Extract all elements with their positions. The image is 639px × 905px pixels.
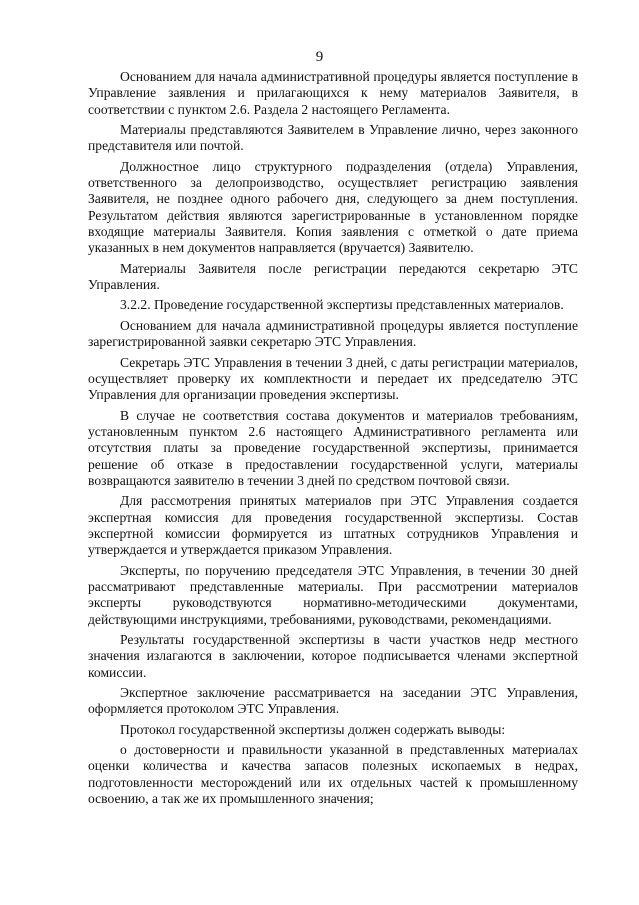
paragraph: Материалы представляются Заявителем в Управление лично, через законного представителя или почтой.	[88, 122, 578, 154]
paragraph: Протокол государственной экспертизы должен содержать выводы:	[120, 721, 506, 737]
page-number: 9	[315, 49, 324, 65]
paragraph: Для рассмотрения принятых материалов при ЭТС Управления создается экспертная комиссия для проведения государственной экспертизы. Состав экспертной комиссии формируется из штатных сотрудников Управления и утверждается и утверждается приказом Управления.	[88, 493, 578, 558]
paragraph: В случае не соответствия состава документов и материалов требованиям, установленным пунктом 2.6 настоящего Административного регламента или отсутствия платы за проведение государственной экспертизы, принимается решение об отказе в предоставлении государственной услуги, материалы возвращаются заявителю в течении 3 дней по средством почтовой связи.	[88, 407, 578, 488]
list-item: о достоверности и правильности указанной в представленных материалах оценки количества и качества запасов полезных ископаемых в недрах, подготовленности месторождений или их отдельных частей к промышленному освоению, а так же их промышленного значения;	[88, 742, 578, 807]
paragraph: Результаты государственной экспертизы в части участков недр местного значения излагаются в заключении, которое подписывается членами экспертной комиссии.	[88, 632, 578, 680]
paragraph: Материалы Заявителя после регистрации передаются секретарю ЭТС Управления.	[88, 260, 578, 293]
paragraph: Должностное лицо структурного подразделения (отдела) Управления, ответственного за делопроизводство, осуществляет регистрацию заявления Заявителя, не позднее одного рабочего дня, следующего за днем поступления. Результатом действия являются зарегистрированные в установленном порядке входящие материалы Заявителя. Копия заявления с отметкой о дате приема указанных в нем документов направляется (вручается) Заявителю.	[88, 158, 578, 256]
paragraph: Эксперты, по поручению председателя ЭТС Управления, в течении 30 дней рассматривают представленные материалы. При рассмотрении материалов эксперты руководствуются нормативно-методическими документами, действующими инструкциями, требованиями, руководствами, рекомендациями.	[88, 562, 578, 627]
document-body	[88, 69, 578, 811]
paragraph: Основанием для начала административной процедуры является поступление в Управление заявления и прилагающихся к нему материалов Заявителя, в соответствии с пунктом 2.6. Раздела 2 настоящего Регламента.	[88, 69, 578, 117]
section-heading: 3.2.2. Проведение государственной экспертизы представленных материалов.	[120, 297, 564, 313]
paragraph: Экспертное заключение рассматривается на заседании ЭТС Управления, оформляется протоколом ЭТС Управления.	[88, 685, 578, 717]
paragraph: Секретарь ЭТС Управления в течении 3 дней, с даты регистрации материалов, осуществляет проверку их комплектности и передает их председателю ЭТС Управления для организации проведения экспертизы.	[88, 354, 578, 403]
paragraph: Основанием для начала административной процедуры является поступление зарегистрированной заявки секретарю ЭТС Управления.	[88, 317, 578, 350]
